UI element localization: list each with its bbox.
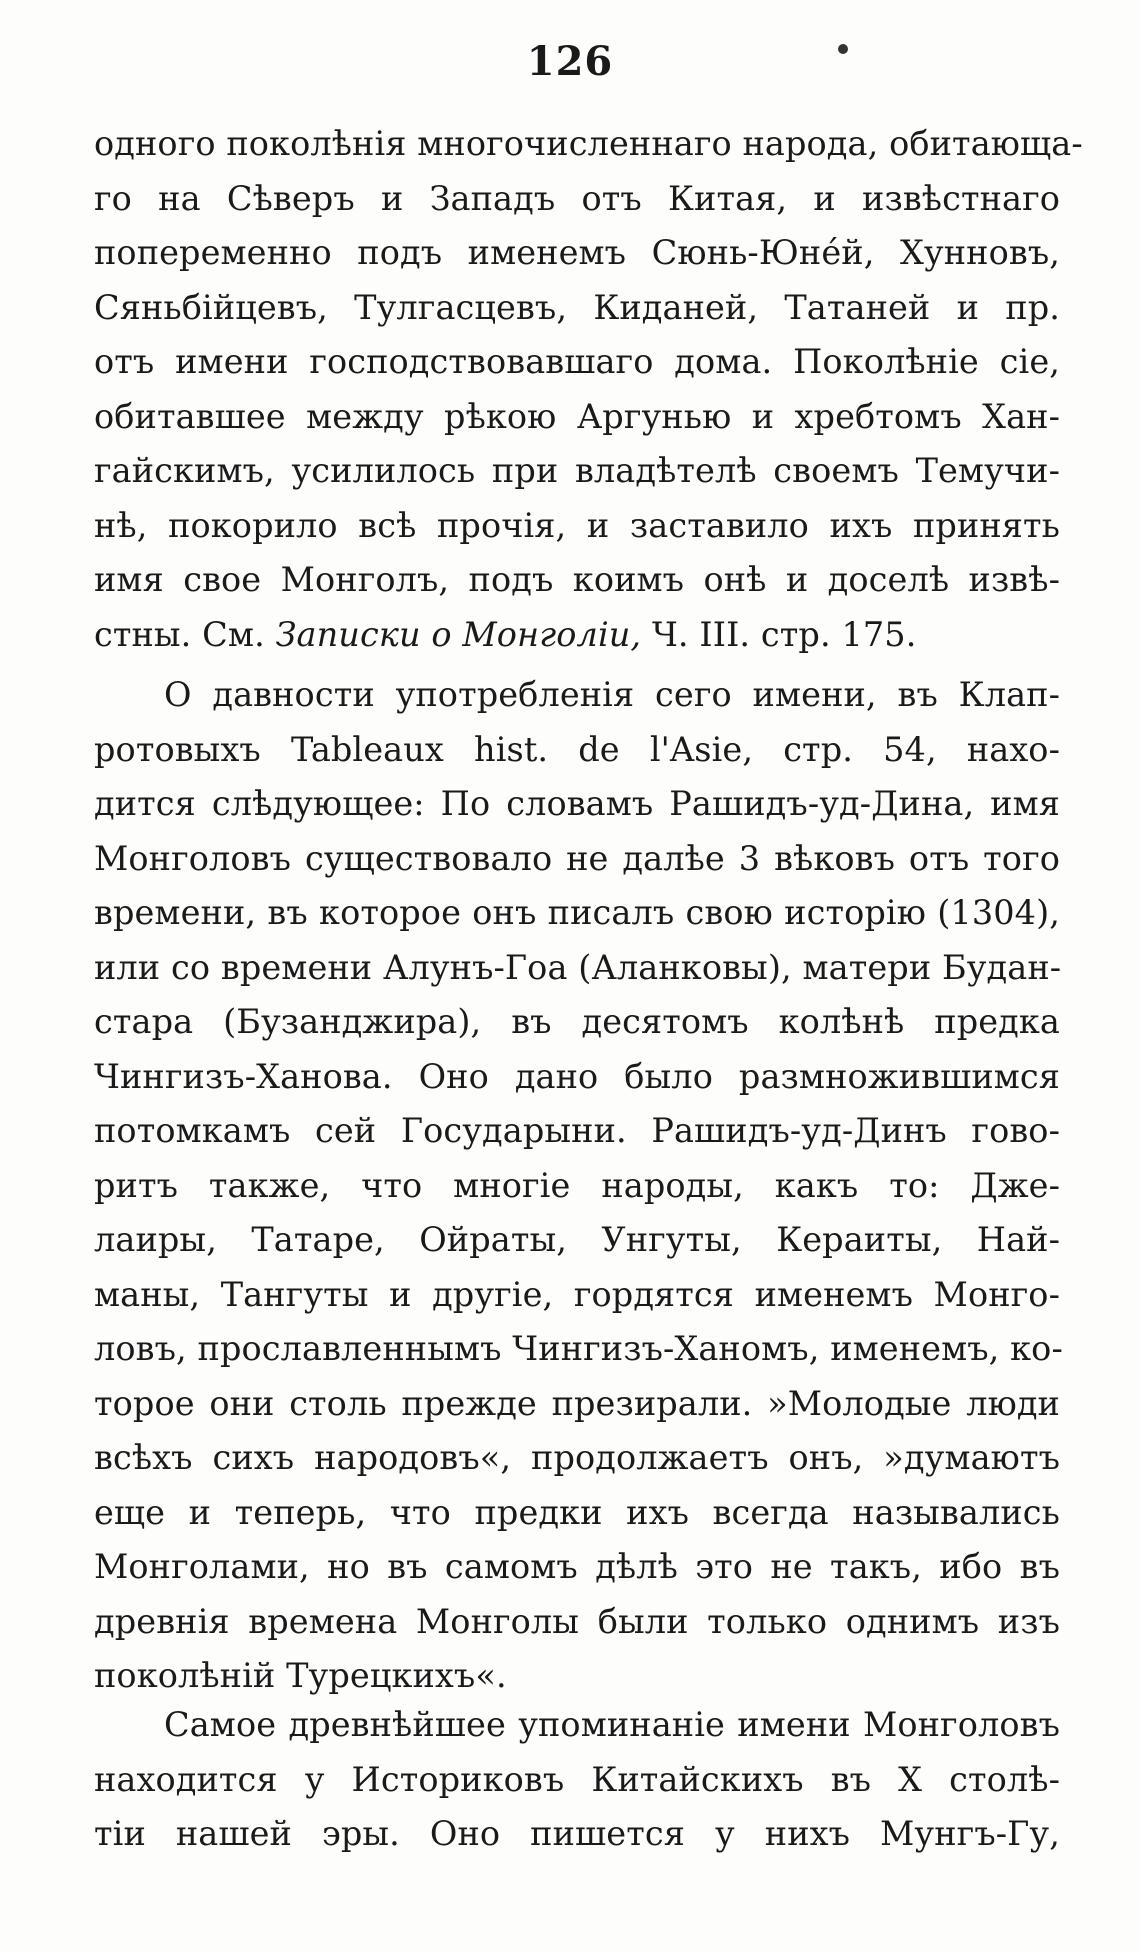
text-line: попеременно подъ именемъ Сюнь-Юнéй, Хунновъ, <box>94 233 1060 272</box>
text-line: древнія времена Монголы были только однимъ изъ <box>94 1601 1060 1641</box>
citation-prefix: стны. См. <box>94 614 265 654</box>
text-line: нѣ, покорило всѣ прочія, и заставило ихъ принять <box>94 505 1060 545</box>
text-line: торое они столь прежде презирали. »Молодые люди <box>94 1383 1060 1423</box>
text-line: или со времени Алунъ-Гоа (Аланковы), матери Будан- <box>94 947 1062 987</box>
text-line: маны, Тангуты и другіе, гордятся именемъ Монго- <box>94 1274 1060 1314</box>
citation-line <box>94 608 1060 663</box>
text-line: всѣхъ сихъ народовъ«, продолжаетъ онъ, »думаютъ <box>94 1438 1060 1477</box>
text-line: одного поколѣнія многочисленнаго народа, обитающа- <box>94 124 1083 163</box>
text-line: лаиры, Татаре, Ойраты, Унгуты, Кераиты, Най- <box>94 1220 1060 1259</box>
text-line: гайскимъ, усилилось при владѣтелѣ своемъ Темучи- <box>94 451 1060 490</box>
text-line: го на Сѣверъ и Западъ отъ Китая, и извѣстнаго <box>94 178 1060 218</box>
citation-title: Записки о Монголіи, <box>275 614 642 654</box>
text-line: тіи нашей эры. Оно пишется у нихъ Мунгъ-Гу, <box>94 1814 1060 1853</box>
text-line: обитавшее между рѣкою Аргунью и хребтомъ Хан- <box>94 396 1060 436</box>
text-line: находится у Историковъ Китайскихъ въ X столѣ- <box>94 1759 1060 1799</box>
text-line: ритъ также, что многіе народы, какъ то: Дже- <box>94 1165 1060 1205</box>
paragraph-1 <box>94 117 1083 662</box>
text-line: поколѣній Турецкихъ«. <box>94 1656 507 1695</box>
text-line: отъ имени господствовавшаго дома. Поколѣніе сіе, <box>94 342 1060 381</box>
text-line: ротовыхъ Tableaux hist. de l'Asie, стр. 54, нахо- <box>94 729 1060 769</box>
text-line: ловъ, прославленнымъ Чингизъ-Ханомъ, именемъ, ко- <box>94 1329 1063 1368</box>
text-line: О давности употребленія сего имени, въ Клап- <box>164 675 1060 714</box>
paragraph-2 <box>94 668 1063 1704</box>
text-line: Самое древнѣйшее упоминаніе имени Монголовъ <box>164 1705 1060 1744</box>
text-line: Монголовъ существовало не далѣе 3 вѣковъ отъ того <box>94 838 1060 878</box>
text-line: стара (Бузанджира), въ десятомъ колѣнѣ предка <box>94 1002 1060 1041</box>
page-number: 126 <box>526 38 614 85</box>
text-line: Сяньбійцевъ, Тулгасцевъ, Киданей, Татаней и пр. <box>94 287 1060 327</box>
text-line: имя свое Монголъ, подъ коимъ онѣ и доселѣ извѣ- <box>94 560 1060 599</box>
text-line: Чингизъ-Ханова. Оно дано было размножившимся <box>94 1056 1060 1096</box>
ink-spot <box>838 44 848 54</box>
text-line: Монголами, но въ самомъ дѣлѣ это не такъ, ибо въ <box>94 1547 1060 1586</box>
text-line: времени, въ которое онъ писалъ свою исторію (1304), <box>94 893 1060 932</box>
citation-reference: Ч. III. стр. 175. <box>651 614 917 654</box>
text-line: дится слѣдующее: По словамъ Рашидъ-уд-Дина, имя <box>94 784 1060 823</box>
text-line: потомкамъ сей Государыни. Рашидъ-уд-Динъ гово- <box>94 1111 1060 1150</box>
paragraph-3 <box>94 1698 1060 1862</box>
text-line: еще и теперь, что предки ихъ всегда назывались <box>94 1492 1060 1532</box>
